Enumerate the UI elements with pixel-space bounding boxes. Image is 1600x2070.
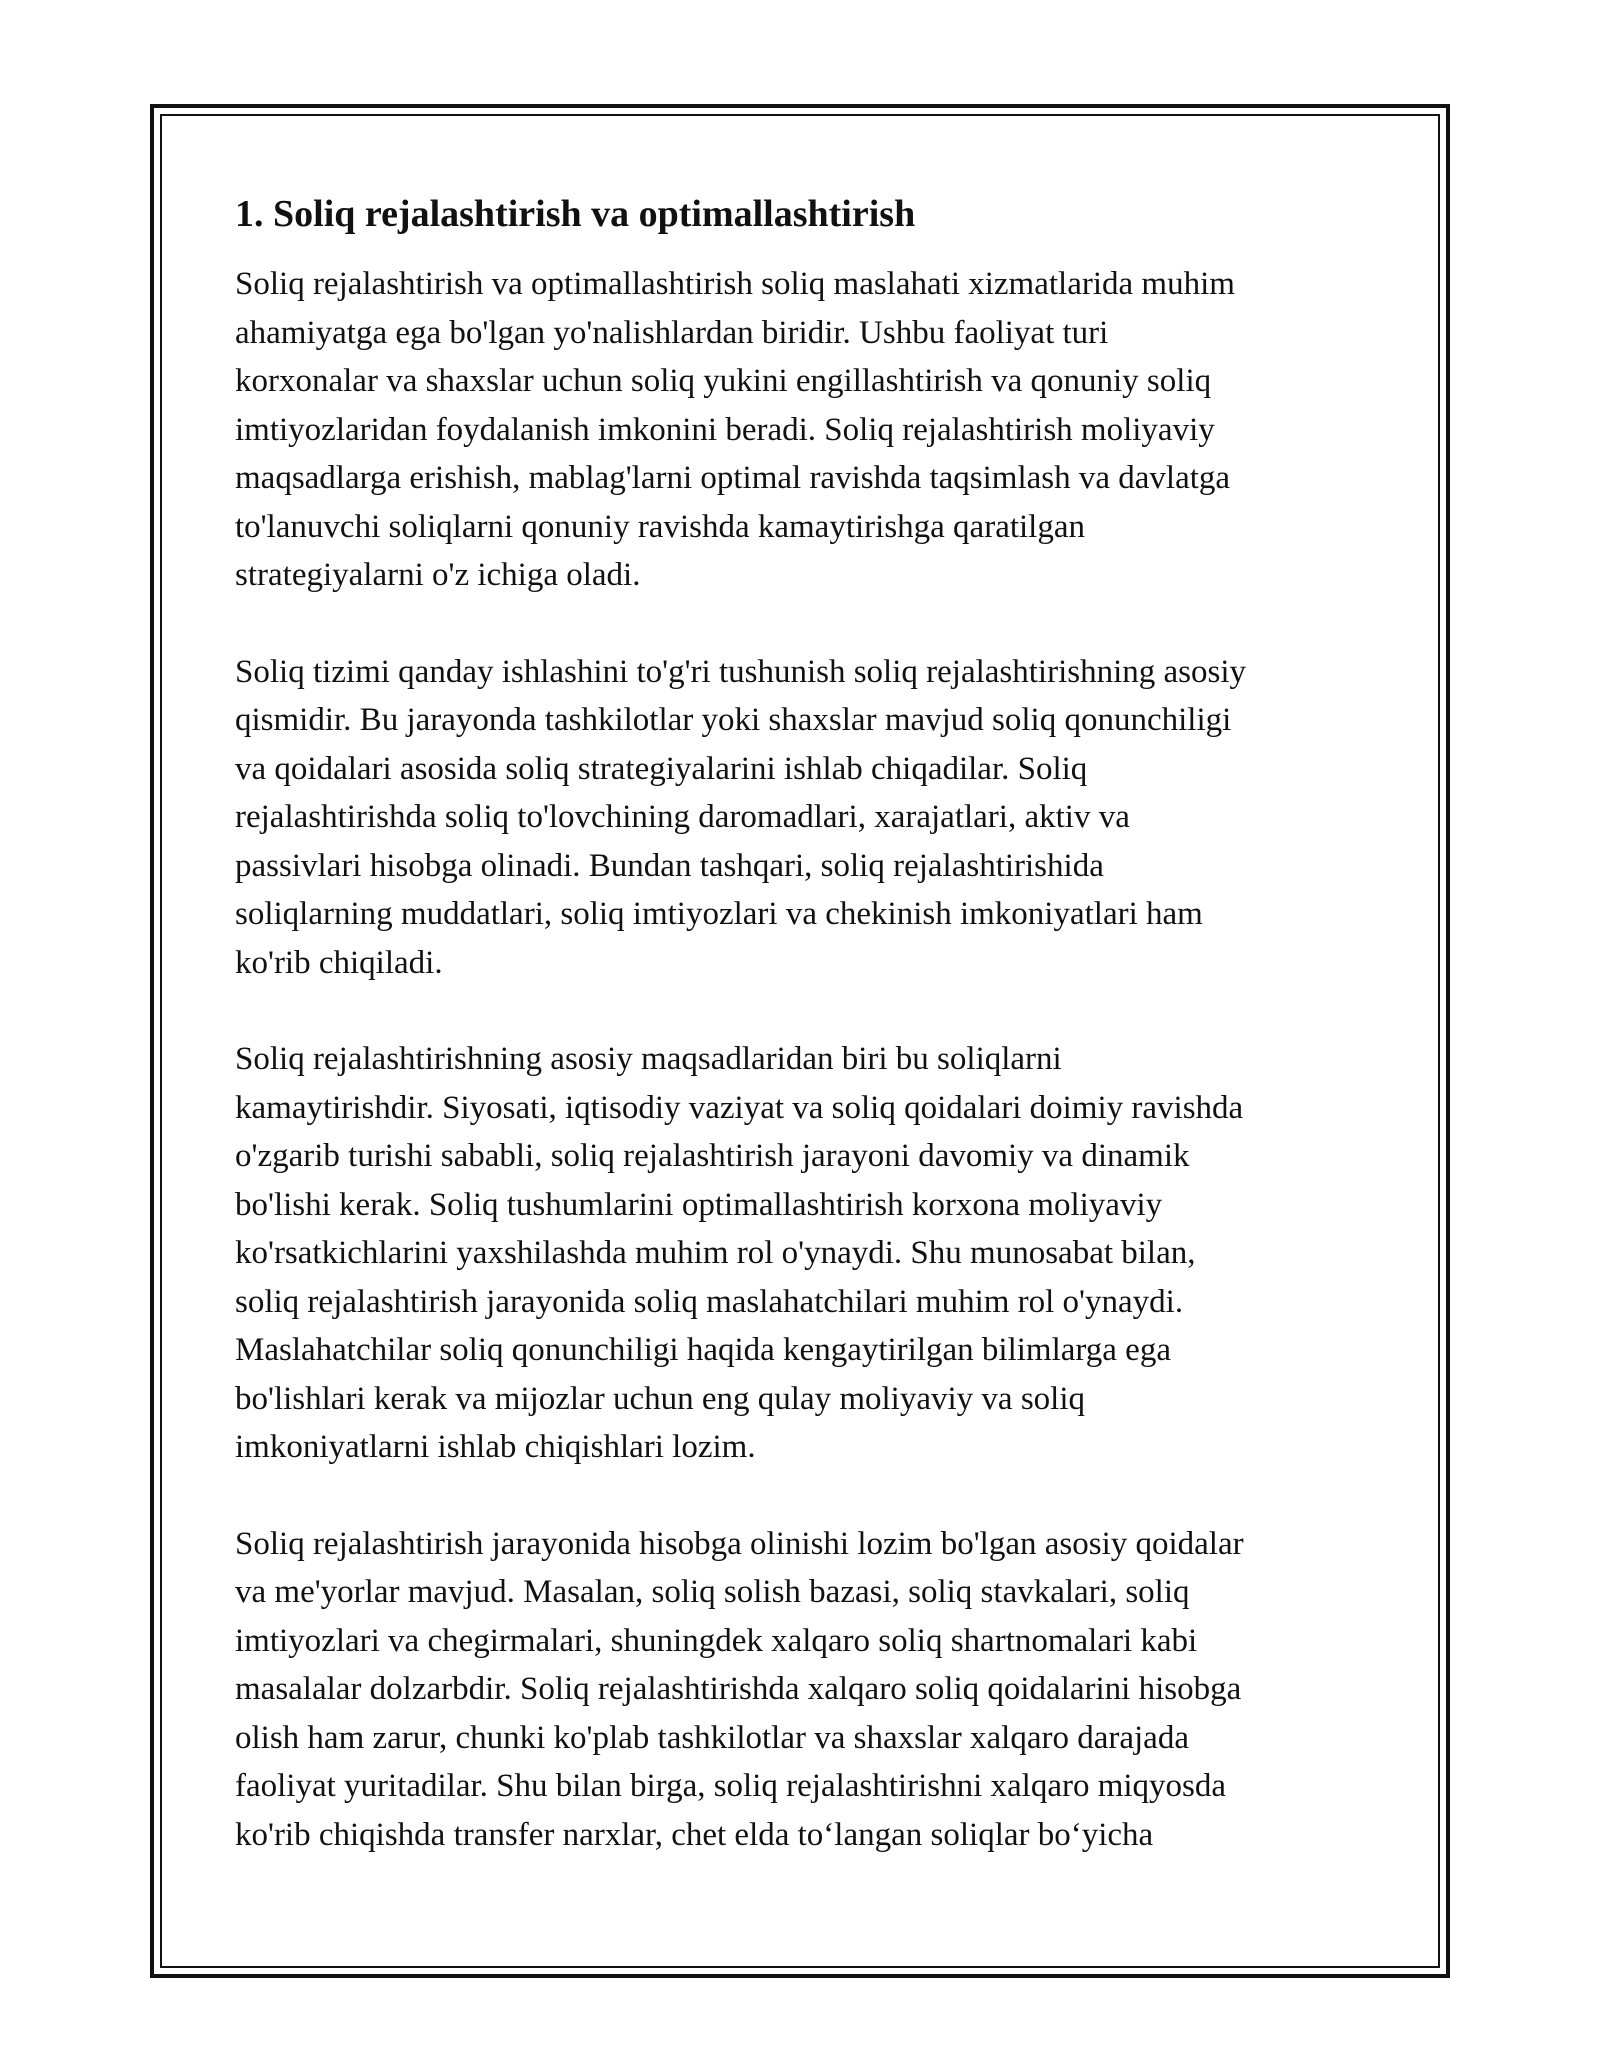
paragraph xyxy=(235,648,1370,988)
paragraph-line: bo'lishi kerak. Soliq tushumlarini optimallashtirish korxona moliyaviy xyxy=(235,1186,1163,1223)
paragraph-line: rejalashtirishda soliq to'lovchining daromadlari, xarajatlari, aktiv va xyxy=(235,799,1130,835)
paragraph-line: imtiyozlaridan foydalanish imkonini beradi. Soliq rejalashtirish moliyaviy xyxy=(235,411,1215,448)
paragraph-line: strategiyalarni o'z ichiga oladi. xyxy=(235,557,641,593)
paragraph xyxy=(235,260,1370,600)
paragraph-line: Maslahatchilar soliq qonunchiligi haqida kengaytirilgan bilimlarga ega xyxy=(235,1332,1171,1368)
paragraph-line: Soliq rejalashtirish jarayonida hisobga olinishi lozim bo'lgan asosiy qoidalar xyxy=(235,1525,1244,1562)
document-body xyxy=(235,188,1370,1907)
paragraph xyxy=(235,1035,1370,1472)
paragraph-line: ahamiyatga ega bo'lgan yo'nalishlardan biridir. Ushbu faoliyat turi xyxy=(235,314,1109,351)
paragraph-line: Soliq tizimi qanday ishlashini to'g'ri tushunish soliq rejalashtirishning asosiy xyxy=(235,653,1247,690)
paragraph-line: passivlari hisobga olinadi. Bundan tashqari, soliq rejalashtirishida xyxy=(235,847,1104,884)
paragraph-line: va me'yorlar mavjud. Masalan, soliq solish bazasi, soliq stavkalari, soliq xyxy=(235,1574,1190,1610)
paragraph-line: masalalar dolzarbdir. Soliq rejalashtirishda xalqaro soliq qoidalarini hisobga xyxy=(235,1671,1242,1707)
paragraph-line: ko'rib chiqiladi. xyxy=(235,944,443,981)
paragraph-line: soliqlarning muddatlari, soliq imtiyozlari va chekinish imkoniyatlari ham xyxy=(235,896,1203,932)
paragraph-line: imkoniyatlarni ishlab chiqishlari lozim. xyxy=(235,1429,756,1465)
paragraph-line: imtiyozlari va chegirmalari, shuningdek xalqaro soliq shartnomalari kabi xyxy=(235,1622,1198,1659)
paragraph-line: olish ham zarur, chunki ko'plab tashkilotlar va shaxslar xalqaro darajada xyxy=(235,1719,1189,1756)
paragraph-line: Soliq rejalashtirish va optimallashtirish soliq maslahati xizmatlarida muhim xyxy=(235,266,1235,302)
paragraph-line: ko'rib chiqishda transfer narxlar, chet elda to‘langan soliqlar bo‘yicha xyxy=(235,1816,1154,1853)
paragraph-line: faoliyat yuritadilar. Shu bilan birga, soliq rejalashtirishni xalqaro miqyosda xyxy=(235,1768,1227,1804)
paragraph-line: qismidir. Bu jarayonda tashkilotlar yoki shaxslar mavjud soliq qonunchiligi xyxy=(235,702,1232,738)
paragraph-line: soliq rejalashtirish jarayonida soliq maslahatchilari muhim rol o'ynaydi. xyxy=(235,1283,1184,1320)
paragraph-line: va qoidalari asosida soliq strategiyalarini ishlab chiqadilar. Soliq xyxy=(235,750,1088,787)
paragraph xyxy=(235,1520,1370,1860)
paragraph-line: korxonalar va shaxslar uchun soliq yukini engillashtirish va qonuniy soliq xyxy=(235,363,1212,399)
paragraph-line: Soliq rejalashtirishning asosiy maqsadlaridan biri bu soliqlarni xyxy=(235,1041,1062,1077)
paragraph-line: maqsadlarga erishish, mablag'larni optimal ravishda taqsimlash va davlatga xyxy=(235,460,1231,496)
paragraph-list xyxy=(235,260,1370,1859)
paragraph-line: to'lanuvchi soliqlarni qonuniy ravishda kamaytirishga qaratilgan xyxy=(235,508,1085,545)
paragraph-line: bo'lishlari kerak va mijozlar uchun eng qulay moliyaviy va soliq xyxy=(235,1380,1085,1417)
paragraph-line: o'zgarib turishi sababli, soliq rejalashtirish jarayoni davomiy va dinamik xyxy=(235,1138,1190,1174)
section-heading: 1. Soliq rejalashtirish va optimallashtirish xyxy=(235,193,916,235)
paragraph-line: kamaytirishdir. Siyosati, iqtisodiy vaziyat va soliq qoidalari doimiy ravishda xyxy=(235,1089,1244,1126)
paragraph-line: ko'rsatkichlarini yaxshilashda muhim rol o'ynaydi. Shu munosabat bilan, xyxy=(235,1235,1196,1271)
